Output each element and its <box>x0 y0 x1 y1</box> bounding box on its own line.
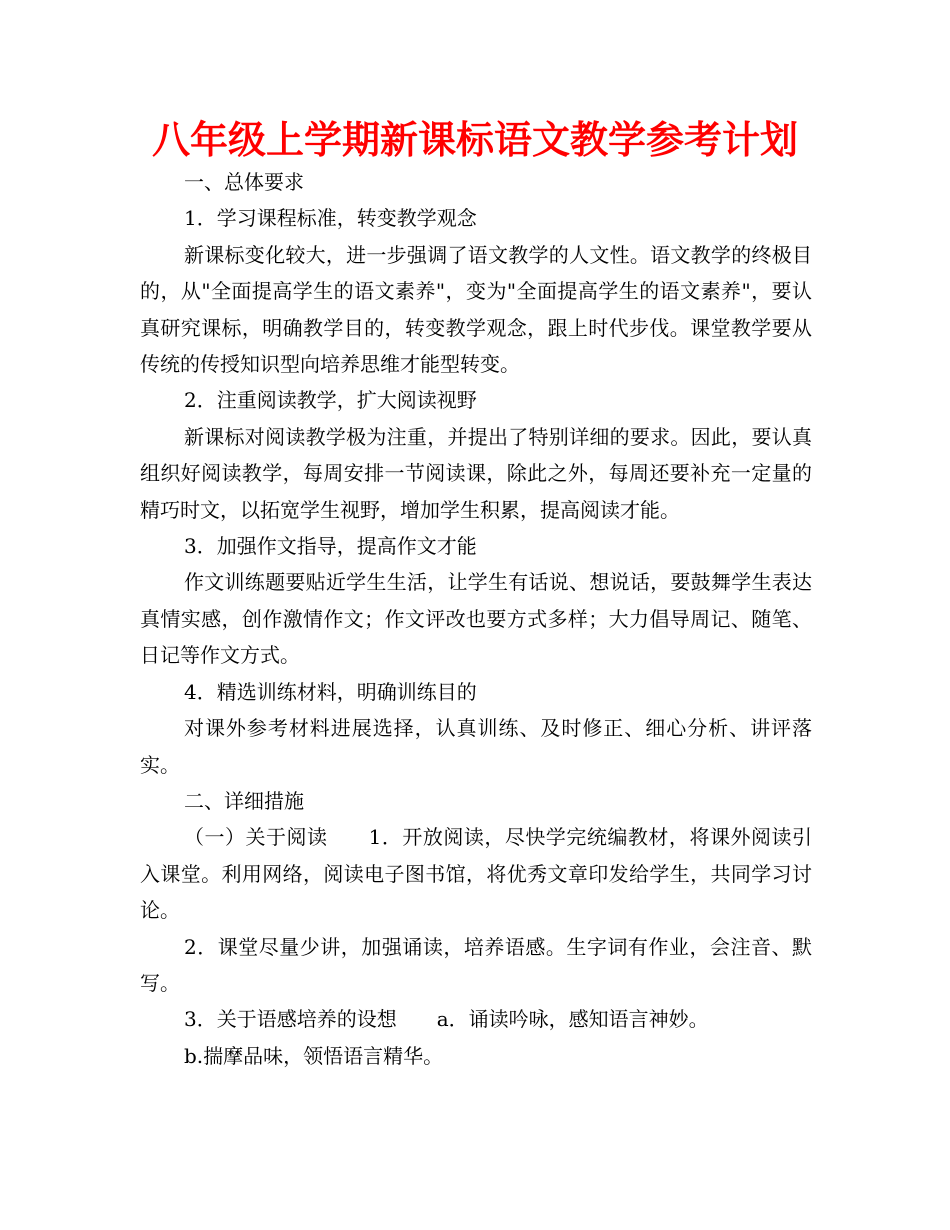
paragraph: 2．课堂尽量少讲，加强诵读，培养语感。生字词有作业，会注音、默写。 <box>140 934 812 995</box>
paragraph: 新课标变化较大，进一步强调了语文教学的人文性。语文教学的终极目的，从"全面提高学生的语文素养"，变为"全面提高学生的语文素养"，要认真研究课标，明确教学目的，转变教学观念，跟上时代步伐。课堂教学要从传统的传授知识型向培养思维才能型转变。 <box>140 242 812 377</box>
paragraph: 对课外参考材料进展选择，认真训练、及时修正、细心分析、讲评落实。 <box>140 716 812 777</box>
section-heading-general: 一、总体要求 <box>184 170 304 194</box>
item-heading-4: 4．精选训练材料，明确训练目的 <box>184 679 477 704</box>
paragraph: 作文训练题要贴近学生生活，让学生有话说、想说话，要鼓舞学生表达真情实感，创作激情作文；作文评改也要方式多样；大力倡导周记、随笔、日记等作文方式。 <box>140 570 812 668</box>
item-heading-1: 1．学习课程标准，转变教学观念 <box>184 206 477 231</box>
paragraph: 3．关于语感培养的设想 a．诵读吟咏，感知语言神妙。 <box>184 1007 709 1032</box>
paragraph: 新课标对阅读教学极为注重，并提出了特别详细的要求。因此，要认真组织好阅读教学，每周安排一节阅读课，除此之外，每周还要补充一定量的精巧时文，以拓宽学生视野，增加学生积累，提高阅读才能。 <box>140 424 812 522</box>
paragraph: b.揣摩品味，领悟语言精华。 <box>184 1043 444 1068</box>
paragraph: （一）关于阅读 1．开放阅读，尽快学完统编教材，将课外阅读引入课堂。利用网络，阅读电子图书馆，将优秀文章印发给学生，共同学习讨论。 <box>140 825 812 923</box>
item-heading-3: 3．加强作文指导，提高作文才能 <box>184 534 477 559</box>
document-title: 八年级上学期新课标语文教学参考计划 <box>151 118 798 162</box>
document-body <box>140 164 812 1074</box>
item-heading-2: 2．注重阅读教学，扩大阅读视野 <box>184 388 477 413</box>
section-heading-measures: 二、详细措施 <box>184 788 304 813</box>
